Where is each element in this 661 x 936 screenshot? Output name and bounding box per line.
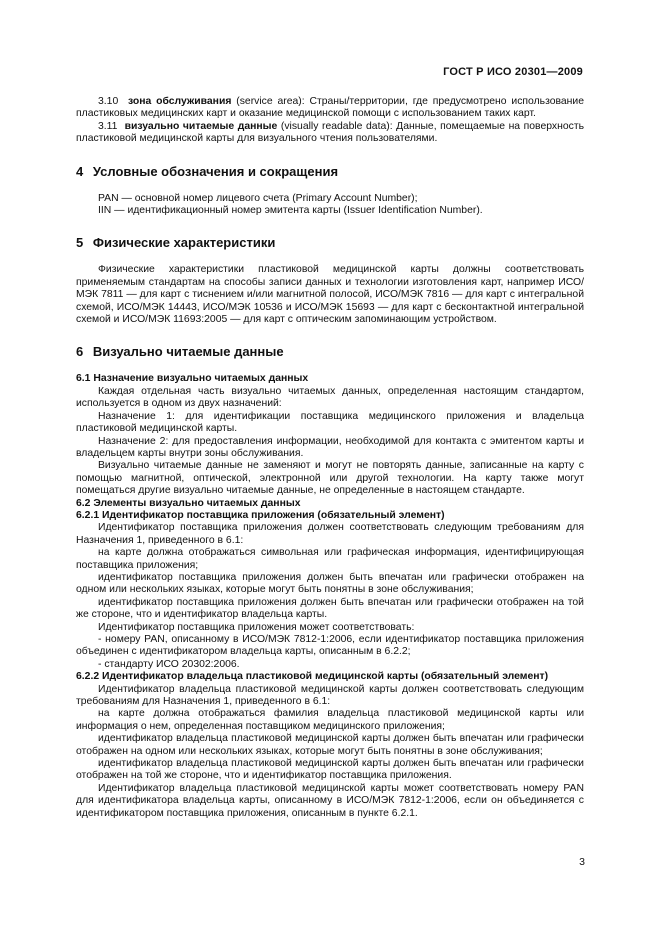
paragraph: Назначение 2: для предоставления информации, необходимой для контакта с эмитентом карты и владельцем карты внутри зоны обслуживания. — [76, 435, 584, 459]
standard-code: ГОСТ Р ИСО 20301—2009 — [443, 66, 583, 78]
paragraph: Назначение 1: для идентификации поставщика медицинского приложения и владельца пластиковой медицинской карты. — [76, 410, 584, 435]
section-heading-5: 5 Физические характеристики — [76, 235, 276, 251]
paragraph: Идентификатор владельца пластиковой медицинской карты должен соответствовать следующим требованиям для Назначения 1, приведенного в 6.1: — [76, 683, 584, 708]
paragraph: идентификатор владельца пластиковой медицинской карты должен быть впечатан или графически отображен на той же стороне, что и идентификатор поставщика приложения. — [76, 758, 584, 782]
definition-text: (visually readable data): Данные, помещаемые на поверхность пластиковой медицинской карты для визуального чтения пользователями. — [76, 120, 584, 145]
definition-term: зона обслуживания — [127, 96, 232, 107]
subsection-6-1-title: 6.1 Назначение визуально читаемых данных — [76, 373, 309, 385]
subsection-6-2-1-title: 6.2.1 Идентификатор поставщика приложения (обязательный элемент) — [76, 509, 445, 521]
paragraph: идентификатор поставщика приложения должен быть впечатан или графически отображен на одном или нескольких языках, которые могут быть понятны в зоне обслуживания; — [76, 571, 584, 596]
definition-term: визуально читаемые данные — [124, 120, 278, 132]
definition-3-10 — [76, 96, 584, 121]
definition-text: (service area): Страны/территории, где предусмотрено использование пластиковых медицинских карт и оказание медицинской помощи с использованием таких карт. — [76, 96, 585, 120]
paragraph: идентификатор владельца пластиковой медицинской карты должен быть впечатан или графически отображен на одном или нескольких языках, которые могут быть понятны в зоне обслуживания; — [76, 733, 584, 757]
definition-number: 3.11 — [98, 120, 118, 132]
section-heading-4: 4 Условные обозначения и сокращения — [76, 163, 339, 179]
paragraph: на карте должна отображаться фамилия владельца пластиковой медицинской карты или информация о нем, определенная поставщиком медицинского приложения; — [76, 708, 584, 732]
page-content — [76, 96, 584, 820]
paragraph: Идентификатор поставщика приложения должен соответствовать следующим требованиям для Назначения 1, приведенного в 6.1: — [76, 522, 584, 546]
abbrev-iin: IIN — идентификационный номер эмитента карты (Issuer Identification Number). — [98, 205, 483, 217]
paragraph: Каждая отдельная часть визуально читаемых данных, определенная настоящим стандартом, используется в одном из двух назначений: — [76, 385, 584, 410]
paragraph: Визуально читаемые данные не заменяют и могут не повторять данные, записанные на карту с помощью магнитной, оптической, электронной или другой технологии. На карту также могут помещаться другие визуально читаемые данные, не определенные в настоящем стандарте. — [76, 460, 584, 497]
paragraph: Идентификатор владельца пластиковой медицинской карты может соответствовать номеру PAN для идентификатора владельца карты, описанному в ИСО/МЭК 7812-1:2006, если он объединяется с идентификатором поставщика приложения, описанным в пункте 6.2.1. — [76, 782, 584, 819]
list-item: - номеру PAN, описанному в ИСО/МЭК 7812-1:2006, если идентификатор поставщика приложения объединен с идентификатором владельца карты, описанным в 6.2.2; — [76, 634, 584, 658]
definition-3-11 — [76, 121, 584, 146]
paragraph: идентификатор поставщика приложения должен быть впечатан или графически отображен на той же стороне, что и идентификатор владельца карты. — [76, 596, 584, 621]
section-5-paragraph: Физические характеристики пластиковой медицинской карты должны соответствовать применяемым стандартам на способы записи данных и технологии изготовления карт, например ИСО/МЭК 7811 — для карт с тиснением и/или магнитной полосой, ИСО/МЭК 7816 — для карт с интегральной схемой, ИСО/МЭК 14443, ИСО/МЭК 10536 и ИСО/МЭК 15693 — для карт с бесконтактной интегральной схемой и ИСО/МЭК 11693:2005 — для карт с оптическим запоминающим устройством. — [76, 264, 584, 326]
subsection-6-2-title: 6.2 Элементы визуально читаемых данных — [76, 497, 301, 509]
page-number: 3 — [579, 856, 585, 868]
definition-number: 3.10 — [98, 96, 119, 107]
paragraph: Идентификатор поставщика приложения может соответствовать: — [98, 621, 415, 633]
list-item: - стандарту ИСО 20302:2006. — [98, 658, 240, 670]
subsection-6-2-2-title: 6.2.2 Идентификатор владельца пластиковой медицинской карты (обязательный элемент) — [76, 671, 549, 683]
abbrev-pan: PAN — основной номер лицевого счета (Primary Account Number); — [98, 192, 418, 204]
section-heading-6: 6 Визуально читаемые данные — [76, 344, 284, 360]
paragraph: на карте должна отображаться символьная или графическая информация, идентифицирующая поставщика приложения; — [76, 547, 584, 571]
